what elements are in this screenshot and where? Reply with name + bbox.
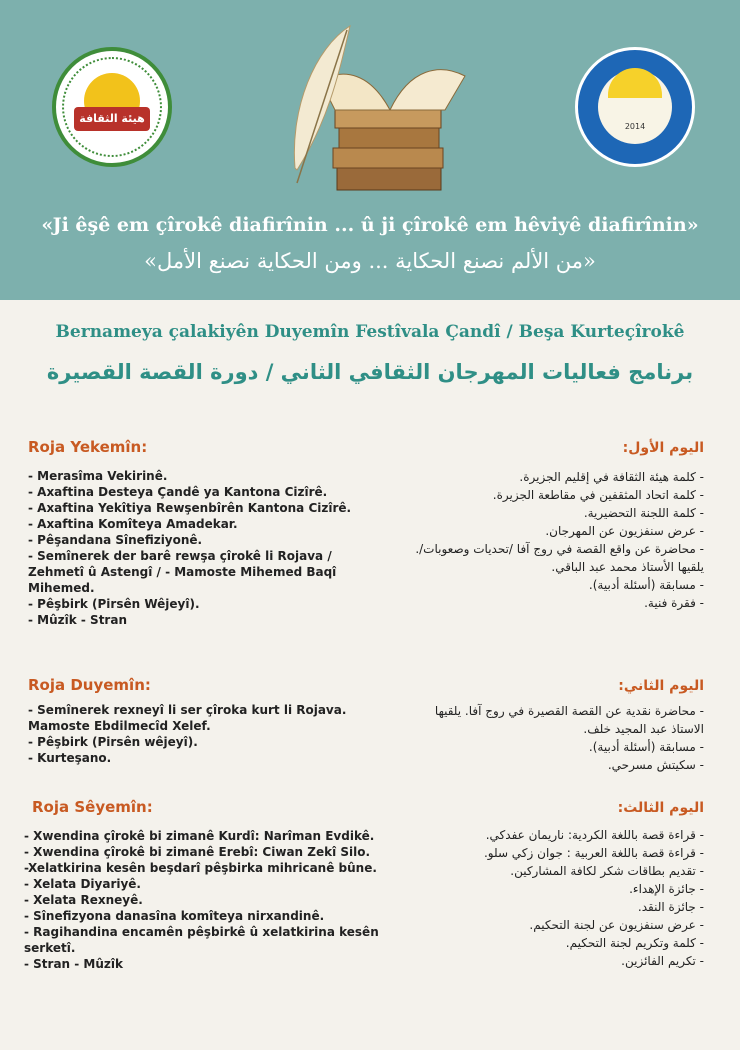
- list-item: - عرض سنفزيون عن المهرجان.: [545, 524, 704, 538]
- list-item: - Kurteşano.: [28, 751, 112, 765]
- program-title-arabic: برنامج فعاليات المهرجان الثقافي الثاني / دورة القصة القصيرة: [46, 360, 694, 384]
- open-book-right: [390, 70, 465, 110]
- intellectuals-union-logo: [575, 47, 695, 167]
- list-item: - Xwendina çîrokê bi zimanê Erebî: Ciwan Zekî Silo.: [24, 845, 371, 859]
- logo-right-year: 2014: [624, 122, 646, 131]
- list-item: - جائزة الإهداء.: [629, 882, 704, 896]
- list-item: - قراءة قصة باللغة العربية : جوان زكي سلو.: [483, 846, 704, 860]
- list-item: - كلمة اتحاد المثقفين في مقاطعة الجزيرة.: [492, 488, 704, 502]
- list-item: - مسابقة (أسئلة أدبية).: [588, 740, 704, 754]
- day-1-title-arabic: اليوم الأول:: [622, 440, 704, 456]
- list-item: - Xelata Diyariyê.: [24, 877, 141, 891]
- list-item: - Axaftina Yekîtiya Rewşenbîrên Kantona Cizîrê.: [28, 501, 352, 515]
- list-item: - Xwendina çîrokê bi zimanê Kurdî: Narîman Evdikê.: [24, 829, 375, 843]
- list-item: - جائزة النقد.: [637, 900, 704, 914]
- list-item: - مسابقة (أسئلة أدبية).: [588, 578, 704, 592]
- day-3-list-kurdish: [24, 828, 404, 972]
- day-3-title-kurdish: Roja Sêyemîn:: [32, 798, 153, 816]
- list-item: - محاضرة نقدية عن القصة القصيرة في روج آفا. يلقيها الاستاذ عبد المجيد خلف.: [434, 704, 704, 736]
- books-and-quill-illustration: [275, 18, 475, 198]
- day-1-list-arabic: [404, 468, 704, 612]
- book-top: [335, 110, 441, 128]
- list-item: - سكيتش مسرحي.: [607, 758, 704, 772]
- list-item: - تقديم بطاقات شكر لكافة المشاركين.: [510, 864, 704, 878]
- book-bottom: [337, 168, 441, 190]
- sunrays-icon: [608, 68, 662, 98]
- day-2-title-kurdish: Roja Duyemîn:: [28, 676, 151, 694]
- list-item: -Xelatkirina kesên beşdarî pêşbirka mihricanê bûne.: [24, 861, 377, 875]
- list-item: - Mûzîk - Stran: [28, 613, 127, 627]
- header-banner: [0, 0, 740, 300]
- list-item: - عرض سنفزيون عن لجنة التحكيم.: [529, 918, 704, 932]
- list-item: - كلمة اللجنة التحضيرية.: [583, 506, 704, 520]
- list-item: - قراءة قصة باللغة الكردية: ناريمان عفدكي.: [485, 828, 704, 842]
- logo-band: [74, 107, 150, 131]
- day-3-list-arabic: [414, 826, 704, 970]
- list-item: - كلمة هيئة الثقافة في إقليم الجزيرة.: [519, 470, 704, 484]
- list-item: - كلمة وتكريم لجنة التحكيم.: [565, 936, 704, 950]
- day-2-title-arabic: اليوم الثاني:: [618, 678, 704, 694]
- list-item: - Sînefizyona danasîna komîteya nirxandinê.: [24, 909, 325, 923]
- book-middle-2: [333, 148, 443, 168]
- quote-arabic: «من الألم نصنع الحكاية ... ومن الحكاية نصنع الأمل»: [144, 249, 596, 273]
- quote-kurdish: «Ji êşê em çîrokê diafirînin ... û ji çîrokê em hêviyê diafirînin»: [41, 214, 699, 236]
- day-2-list-arabic: [404, 702, 704, 774]
- program-title-kurdish: Bernameya çalakiyên Duyemîn Festîvala Çandî / Beşa Kurteçîrokê: [55, 322, 685, 342]
- list-item: - Pêşbirk (Pirsên Wêjeyî).: [28, 597, 200, 611]
- list-item: - Merasîma Vekirinê.: [28, 469, 168, 483]
- list-item: - Axaftina Desteya Çandê ya Kantona Cizîrê.: [28, 485, 328, 499]
- list-item: - Stran - Mûzîk: [24, 957, 123, 971]
- list-item: - تكريم الفائزين.: [621, 954, 704, 968]
- list-item: - Pêşbirk (Pirsên wêjeyî).: [28, 735, 198, 749]
- list-item: - محاضرة عن واقع القصة في روج آفا /تحديات وصعوبات/. يلقيها الأستاذ محمد عبد الباقي.: [415, 542, 704, 574]
- list-item: - Axaftina Komîteya Amadekar.: [28, 517, 238, 531]
- book-middle-1: [339, 128, 439, 148]
- list-item: - Pêşandana Sînefiziyonê.: [28, 533, 203, 547]
- list-item: - Semînerek der barê rewşa çîrokê li Rojava / Zehmetî û Astengî / - Mamoste Mihemed Baqî Mihemed.: [28, 549, 337, 595]
- culture-authority-logo: [52, 47, 172, 167]
- list-item: - Ragihandina encamên pêşbirkê û xelatkirina kesên serketî.: [24, 925, 379, 955]
- list-item: - Semînerek rexneyî li ser çîroka kurt li Rojava. Mamoste Ebdilmecîd Xelef.: [28, 703, 347, 733]
- day-2-list-kurdish: [28, 702, 368, 766]
- list-item: - فقرة فنية.: [644, 596, 704, 610]
- day-3-title-arabic: اليوم الثالث:: [617, 800, 704, 816]
- logo-left-label: هيئة الثقافة: [79, 112, 145, 125]
- list-item: - Xelata Rexneyê.: [24, 893, 143, 907]
- day-1-title-kurdish: Roja Yekemîn:: [28, 438, 148, 456]
- day-1-list-kurdish: [28, 468, 378, 628]
